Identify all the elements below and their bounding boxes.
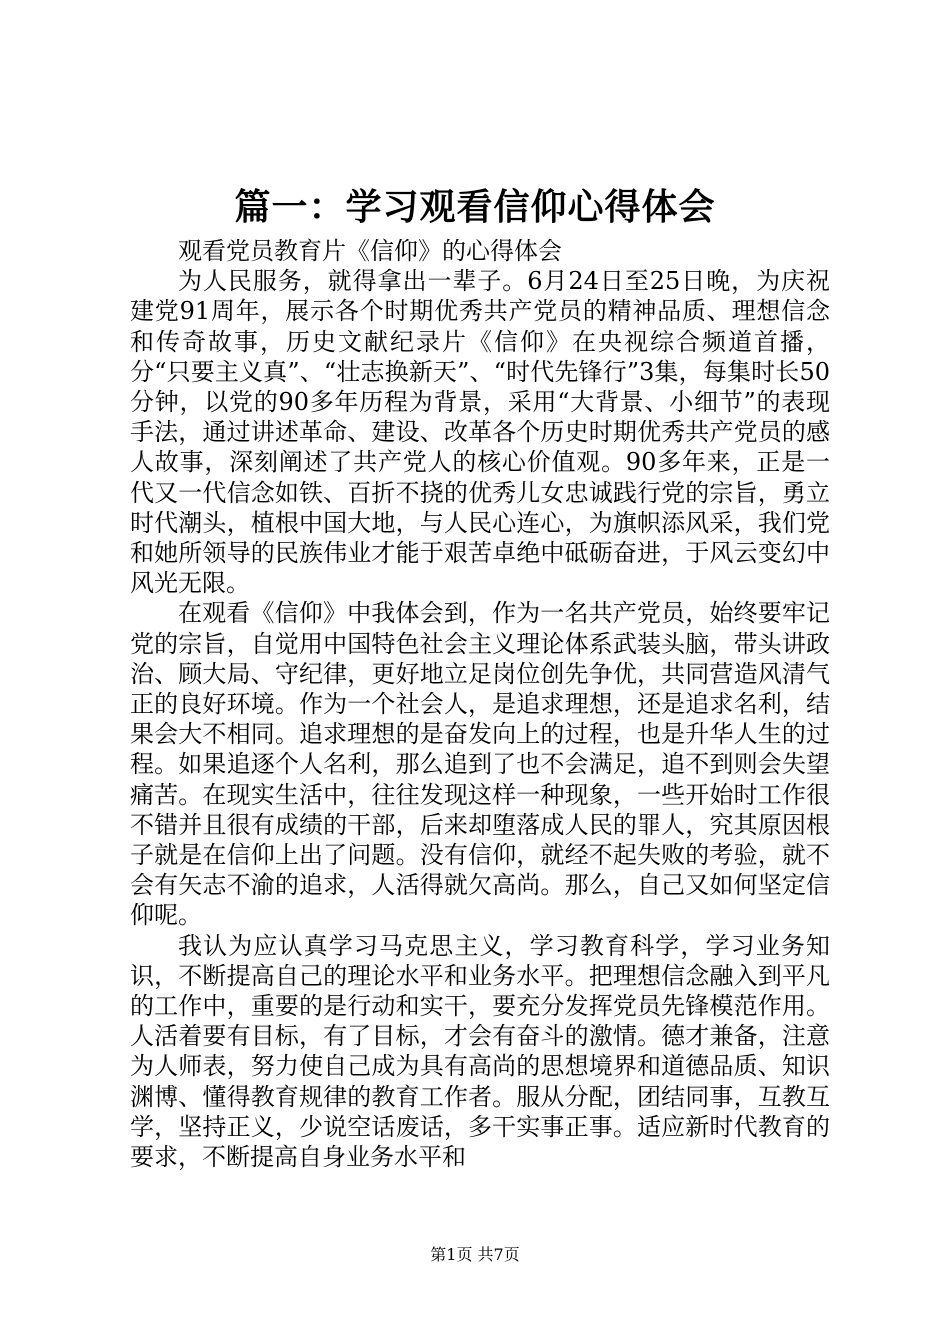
body-paragraph: 在观看《信仰》中我体会到，作为一名共产党员，始终要牢记党的宗旨，自觉用中国特色社会主义理论体系武装头脑，带头讲政治、顾大局、守纪律，更好地立足岗位创先争优，共同营造风清气正的良好环境。作为一个社会人，是追求理想，还是追求名利，结果会大不相同。追求理想的是奋发向上的过程，也是升华人生的过程。如果追逐个人名利，那么追到了也不会满足，追不到则会失望痛苦。在现实生活中，往往发现这样一种现象，一些开始时工作很不错并且很有成绩的干部，后来却堕落成人民的罪人，究其原因根子就是在信仰上出了问题。没有信仰，就经不起失败的考验，就不会有矢志不渝的追求，人活得就欠高尚。那么，自己又如何坚定信仰呢。: [130, 599, 830, 930]
page-number-footer: 第1页 共7页: [430, 1245, 520, 1264]
body-paragraph: 我认为应认真学习马克思主义，学习教育科学，学习业务知识，不断提高自己的理论水平和业务水平。把理想信念融入到平凡的工作中，重要的是行动和实干，要充分发挥党员先锋模范作用。人活着要有目标，有了目标，才会有奋斗的激情。德才兼备，注意为人师表，努力使自己成为具有高尚的思想境界和道德品质、知识渊博、懂得教育规律的教育工作者。服从分配，团结同事，互教互学，坚持正义，少说空话废话，多干实事正事。适应新时代教育的要求，不断提高自身业务水平和: [130, 931, 830, 1172]
document-title: 篇一：学习观看信仰心得体会: [234, 187, 716, 228]
body-paragraph: 为人民服务，就得拿出一辈子。6月24日至25日晚，为庆祝建党91周年，展示各个时期优秀共产党员的精神品质、理想信念和传奇故事，历史文献纪录片《信仰》在央视综合频道首播，分“只要主义真”、“壮志换新天”、“时代先锋行”3集，每集时长50分钟，以党的90多年历程为背景，采用“大背景、小细节”的表现手法，通过讲述革命、建设、改革各个历史时期优秀共产党员的感人故事，深刻阐述了共产党人的核心价值观。90多年来，正是一代又一代信念如铁、百折不挠的优秀儿女忠诚践行党的宗旨，勇立时代潮头，植根中国大地，与人民心连心，为旗帜添风采，我们党和她所领导的民族伟业才能于艰苦卓绝中砥砺奋进，于风云变幻中风光无限。: [130, 267, 830, 598]
subtitle-paragraph: 观看党员教育片《信仰》的心得体会: [178, 237, 562, 265]
document-body: [130, 236, 830, 1172]
